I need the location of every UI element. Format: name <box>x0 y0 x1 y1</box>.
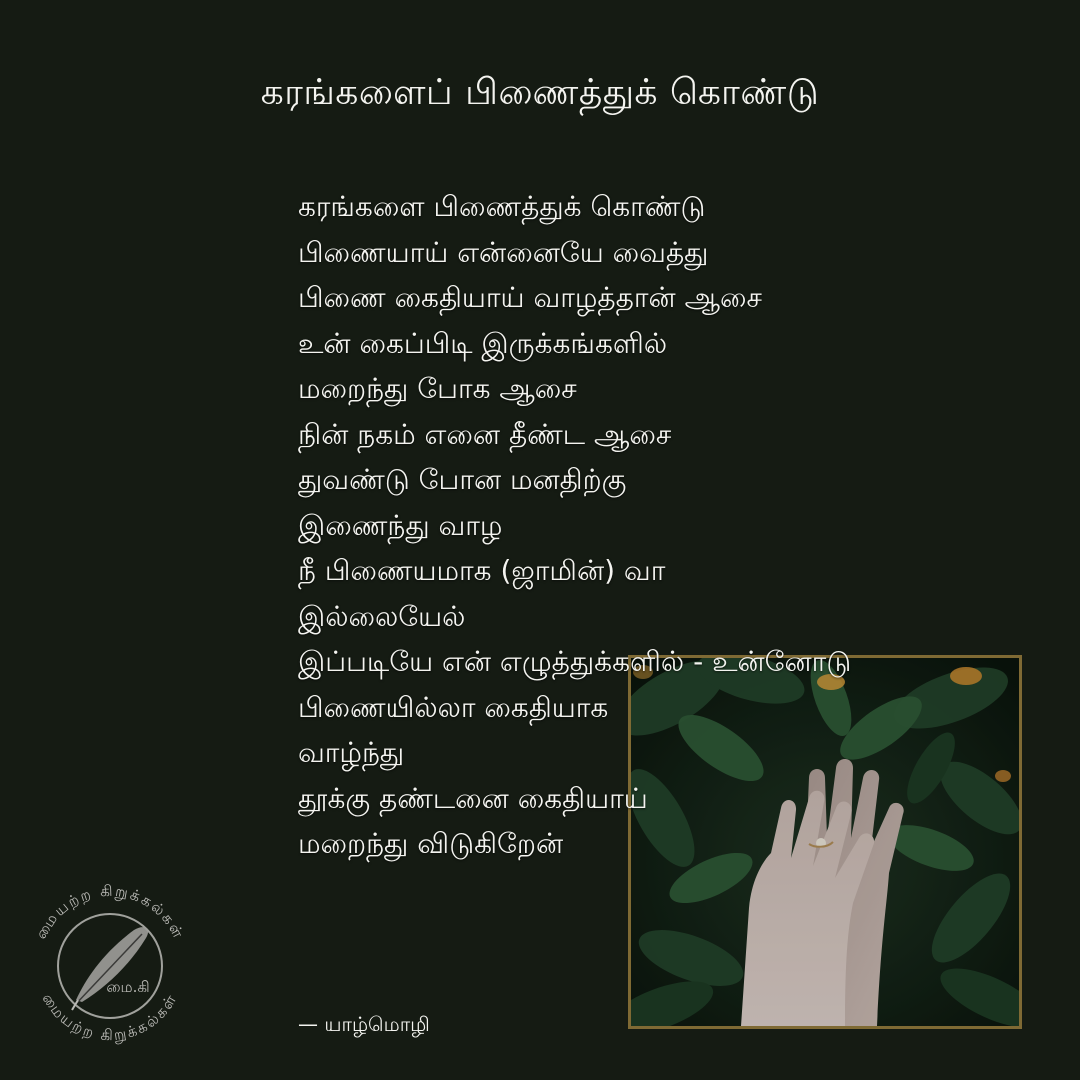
author-signature: — யாழ்மொழி <box>298 1012 430 1036</box>
poem-line: பிணையில்லா கைதியாக <box>298 690 609 724</box>
poem-line: தூக்கு தண்டனை கைதியாய் <box>298 781 648 815</box>
seal-center-text: மை.கி <box>106 978 150 996</box>
poem-line: இப்படியே என் எழுத்துக்களில் - உன்னோடு <box>298 645 852 678</box>
poem-line: பிணையாய் என்னையே வைத்து <box>298 235 709 269</box>
poem-line: இல்லையேல் <box>298 599 466 633</box>
poem-line: மறைந்து விடுகிறேன் <box>298 827 564 860</box>
poem-line: வாழ்ந்து <box>298 736 405 769</box>
poem-line: உன் கைப்பிடி இருக்கங்களில் <box>298 326 668 360</box>
seal-ring-text-top: மையற்ற கிறுக்கல்கள் <box>31 881 189 943</box>
poem-body <box>298 184 851 867</box>
poem-line: கரங்களை பிணைத்துக் கொண்டு <box>298 190 706 223</box>
poem-line: துவண்டு போன மனதிற்கு <box>298 463 627 496</box>
seal-watermark <box>12 868 208 1064</box>
seal-ring-text-bottom: மையற்ற கிறுக்கல்கள் <box>38 989 181 1045</box>
poem-line: மறைந்து போக ஆசை <box>298 372 577 405</box>
poem-line: பிணை கைதியாய் வாழத்தான் ஆசை <box>298 281 762 314</box>
poem-line: நீ பிணையமாக (ஜாமின்) வா <box>298 554 666 587</box>
poem-line: நின் நகம் எனை தீண்ட ஆசை <box>298 417 672 451</box>
page-title: கரங்களைப் பிணைத்துக் கொண்டு <box>260 72 820 113</box>
quill-feather-icon <box>72 927 148 1010</box>
poem-line: இணைந்து வாழ <box>298 508 503 542</box>
